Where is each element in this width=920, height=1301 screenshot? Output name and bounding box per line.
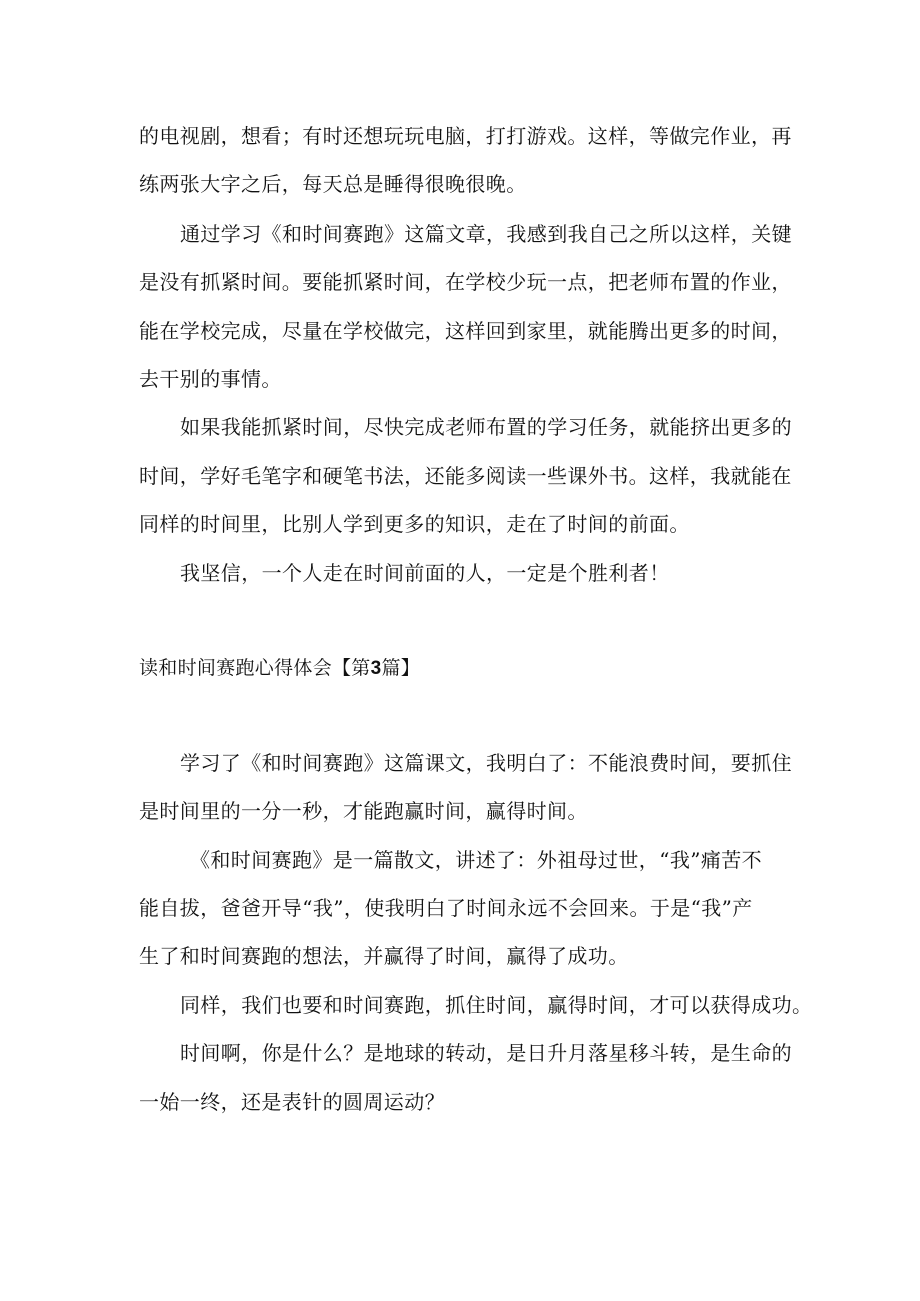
section-heading-suffix: 篇】 — [381, 657, 421, 679]
paragraph-1-line-2: 练两张大字之后，每天总是睡得很晚很晚。 — [139, 172, 527, 196]
paragraph-3-line-3: 同样的时间里，比别人学到更多的知识，走在了时间的前面。 — [139, 512, 690, 536]
paragraph-3-line-1: 如果我能抓紧时间，尽快完成老师布置的学习任务，就能挤出更多的 — [180, 415, 792, 439]
paragraph-2-line-1: 通过学习《和时间赛跑》这篇文章，我感到我自己之所以这样，关键 — [180, 222, 792, 246]
paragraph-1-line-1: 的电视剧，想看；有时还想玩玩电脑，打打游戏。这样，等做完作业，再 — [139, 124, 792, 148]
section-heading — [139, 656, 420, 681]
section-paragraph-2-line-2: 能自拔，爸爸开导“我”，使我明白了时间永远不会回来。于是“我”产 — [139, 896, 753, 920]
section-paragraph-1-line-1: 学习了《和时间赛跑》这篇课文，我明白了：不能浪费时间，要抓住 — [180, 751, 792, 775]
paragraph-2-line-4: 去干别的事情。 — [139, 367, 282, 391]
section-heading-number: 3 — [370, 658, 382, 679]
paragraph-4-line-1: 我坚信，一个人走在时间前面的人，一定是个胜利者！ — [180, 561, 670, 585]
section-paragraph-2-line-1: 《和时间赛跑》是一篇散文，讲述了：外祖母过世，“我”痛苦不 — [190, 848, 763, 872]
section-paragraph-4-line-1: 时间啊，你是什么？是地球的转动，是日升月落星移斗转，是生命的 — [180, 1041, 792, 1065]
paragraph-2-line-2: 是没有抓紧时间。要能抓紧时间，在学校少玩一点，把老师布置的作业， — [139, 270, 792, 294]
paragraph-2-line-3: 能在学校完成，尽量在学校做完，这样回到家里，就能腾出更多的时间， — [139, 319, 792, 343]
section-paragraph-2-line-3: 生了和时间赛跑的想法，并赢得了时间，赢得了成功。 — [139, 944, 629, 968]
paragraph-3-line-2: 时间，学好毛笔字和硬笔书法，还能多阅读一些课外书。这样，我就能在 — [139, 464, 792, 488]
section-paragraph-1-line-2: 是时间里的一分一秒，才能跑赢时间，赢得时间。 — [139, 799, 588, 823]
section-paragraph-3-line-1: 同样，我们也要和时间赛跑，抓住时间，赢得时间，才可以获得成功。 — [180, 993, 813, 1017]
section-paragraph-4-line-2: 一始一终，还是表针的圆周运动？ — [139, 1090, 445, 1114]
section-heading-prefix: 读和时间赛跑心得体会【第 — [139, 657, 371, 679]
